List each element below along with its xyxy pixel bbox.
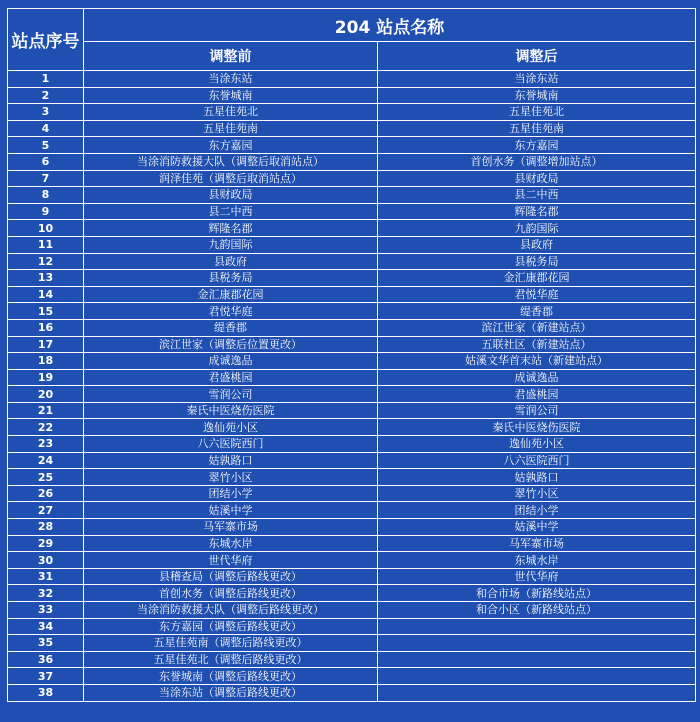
table-row xyxy=(8,187,696,204)
table-row xyxy=(8,635,696,652)
station-after-cell: 五星佳苑南 xyxy=(378,120,696,137)
table-header xyxy=(8,9,696,71)
station-before-cell: 润泽佳苑（调整后取消站点） xyxy=(84,170,378,187)
station-after-cell: 辉隆名郡 xyxy=(378,203,696,220)
station-after-cell: 和合市场（新路线站点） xyxy=(378,585,696,602)
station-number-cell: 25 xyxy=(8,469,84,486)
table-row xyxy=(8,485,696,502)
table-row xyxy=(8,402,696,419)
station-after-cell: 和合小区（新路线站点） xyxy=(378,602,696,619)
station-before-cell: 县税务局 xyxy=(84,270,378,287)
station-before-cell: 世代华府 xyxy=(84,552,378,569)
table-row xyxy=(8,519,696,536)
station-before-cell: 东誉城南（调整后路线更改） xyxy=(84,668,378,685)
station-after-cell: 五联社区（新建站点） xyxy=(378,336,696,353)
station-number-cell: 19 xyxy=(8,369,84,386)
station-number-cell: 7 xyxy=(8,170,84,187)
table-row xyxy=(8,87,696,104)
station-number-cell: 15 xyxy=(8,303,84,320)
station-after-cell: 雪润公司 xyxy=(378,402,696,419)
station-number-cell: 13 xyxy=(8,270,84,287)
seq-column-header: 站点序号 xyxy=(8,9,84,71)
station-after-cell: 金汇康郡花园 xyxy=(378,270,696,287)
table-row xyxy=(8,469,696,486)
station-before-cell: 雪润公司 xyxy=(84,386,378,403)
station-after-cell: 逸仙苑小区 xyxy=(378,436,696,453)
station-number-cell: 16 xyxy=(8,319,84,336)
station-after-cell xyxy=(378,684,696,701)
station-number-cell: 6 xyxy=(8,153,84,170)
station-number-cell: 22 xyxy=(8,419,84,436)
station-before-cell: 八六医院西门 xyxy=(84,436,378,453)
station-after-cell: 县税务局 xyxy=(378,253,696,270)
station-before-cell: 团结小学 xyxy=(84,485,378,502)
station-number-cell: 38 xyxy=(8,684,84,701)
station-after-cell: 县政府 xyxy=(378,236,696,253)
table-row xyxy=(8,203,696,220)
station-number-cell: 35 xyxy=(8,635,84,652)
station-after-cell: 东方嘉园 xyxy=(378,137,696,154)
station-before-cell: 金汇康郡花园 xyxy=(84,286,378,303)
station-number-cell: 36 xyxy=(8,651,84,668)
station-after-cell: 马军寨市场 xyxy=(378,535,696,552)
station-after-cell: 翠竹小区 xyxy=(378,485,696,502)
station-after-cell: 姑溪中学 xyxy=(378,519,696,536)
table-row xyxy=(8,153,696,170)
station-before-cell: 五星佳苑北（调整后路线更改） xyxy=(84,651,378,668)
station-before-cell: 县稽查局（调整后路线更改） xyxy=(84,568,378,585)
station-before-cell: 马军寨市场 xyxy=(84,519,378,536)
station-number-cell: 3 xyxy=(8,104,84,121)
station-after-cell: 东誉城南 xyxy=(378,87,696,104)
station-before-cell: 当涂东站（调整后路线更改） xyxy=(84,684,378,701)
table-row xyxy=(8,170,696,187)
station-before-cell: 姑溪中学 xyxy=(84,502,378,519)
station-before-cell: 五星佳苑南 xyxy=(84,120,378,137)
station-number-cell: 5 xyxy=(8,137,84,154)
station-number-cell: 1 xyxy=(8,71,84,88)
station-after-cell: 君盛桃园 xyxy=(378,386,696,403)
station-before-cell: 首创水务（调整后路线更改） xyxy=(84,585,378,602)
table-row xyxy=(8,668,696,685)
table-row xyxy=(8,353,696,370)
station-before-cell: 翠竹小区 xyxy=(84,469,378,486)
station-table xyxy=(7,8,696,702)
table-title: 204 站点名称 xyxy=(84,9,696,42)
table-body xyxy=(8,71,696,702)
table-row xyxy=(8,220,696,237)
table-row xyxy=(8,319,696,336)
station-before-cell: 九韵国际 xyxy=(84,236,378,253)
station-number-cell: 18 xyxy=(8,353,84,370)
table-row xyxy=(8,452,696,469)
before-column-header: 调整前 xyxy=(84,42,378,71)
station-before-cell: 辉隆名郡 xyxy=(84,220,378,237)
table-row xyxy=(8,684,696,701)
station-before-cell: 县二中西 xyxy=(84,203,378,220)
table-row xyxy=(8,369,696,386)
station-before-cell: 东方嘉园 xyxy=(84,137,378,154)
station-table-container xyxy=(7,8,695,717)
station-number-cell: 8 xyxy=(8,187,84,204)
station-number-cell: 23 xyxy=(8,436,84,453)
station-number-cell: 33 xyxy=(8,602,84,619)
station-before-cell: 滨江世家（调整后位置更改） xyxy=(84,336,378,353)
station-after-cell xyxy=(378,668,696,685)
station-before-cell: 东方嘉园（调整后路线更改） xyxy=(84,618,378,635)
station-after-cell xyxy=(378,618,696,635)
station-after-cell xyxy=(378,651,696,668)
station-before-cell: 县政府 xyxy=(84,253,378,270)
station-number-cell: 17 xyxy=(8,336,84,353)
table-row xyxy=(8,618,696,635)
station-after-cell: 姑溪文华首末站（新建站点） xyxy=(378,353,696,370)
station-after-cell: 团结小学 xyxy=(378,502,696,519)
station-number-cell: 14 xyxy=(8,286,84,303)
table-row xyxy=(8,336,696,353)
station-number-cell: 37 xyxy=(8,668,84,685)
station-after-cell: 秦氏中医烧伤医院 xyxy=(378,419,696,436)
station-after-cell: 八六医院西门 xyxy=(378,452,696,469)
station-before-cell: 五星佳苑南（调整后路线更改） xyxy=(84,635,378,652)
table-row xyxy=(8,602,696,619)
station-after-cell xyxy=(378,635,696,652)
station-before-cell: 逸仙苑小区 xyxy=(84,419,378,436)
station-number-cell: 10 xyxy=(8,220,84,237)
station-after-cell: 成诚逸品 xyxy=(378,369,696,386)
station-number-cell: 32 xyxy=(8,585,84,602)
station-number-cell: 2 xyxy=(8,87,84,104)
station-number-cell: 30 xyxy=(8,552,84,569)
station-number-cell: 12 xyxy=(8,253,84,270)
table-row xyxy=(8,535,696,552)
station-before-cell: 县财政局 xyxy=(84,187,378,204)
table-row xyxy=(8,253,696,270)
table-row xyxy=(8,120,696,137)
station-before-cell: 当涂消防救援大队（调整后取消站点） xyxy=(84,153,378,170)
table-row xyxy=(8,270,696,287)
station-before-cell: 当涂消防救援大队（调整后路线更改） xyxy=(84,602,378,619)
station-number-cell: 4 xyxy=(8,120,84,137)
station-before-cell: 成诚逸品 xyxy=(84,353,378,370)
station-after-cell: 东城水岸 xyxy=(378,552,696,569)
station-number-cell: 11 xyxy=(8,236,84,253)
station-before-cell: 当涂东站 xyxy=(84,71,378,88)
table-row xyxy=(8,552,696,569)
station-before-cell: 秦氏中医烧伤医院 xyxy=(84,402,378,419)
station-number-cell: 27 xyxy=(8,502,84,519)
station-number-cell: 21 xyxy=(8,402,84,419)
station-after-cell: 首创水务（调整增加站点） xyxy=(378,153,696,170)
station-after-cell: 滨江世家（新建站点） xyxy=(378,319,696,336)
station-after-cell: 县二中西 xyxy=(378,187,696,204)
station-after-cell: 姑孰路口 xyxy=(378,469,696,486)
station-after-cell: 世代华府 xyxy=(378,568,696,585)
station-before-cell: 君悦华庭 xyxy=(84,303,378,320)
after-column-header: 调整后 xyxy=(378,42,696,71)
station-number-cell: 24 xyxy=(8,452,84,469)
table-row xyxy=(8,236,696,253)
station-number-cell: 29 xyxy=(8,535,84,552)
station-number-cell: 31 xyxy=(8,568,84,585)
table-row xyxy=(8,651,696,668)
station-number-cell: 20 xyxy=(8,386,84,403)
station-after-cell: 九韵国际 xyxy=(378,220,696,237)
station-after-cell: 五星佳苑北 xyxy=(378,104,696,121)
table-row xyxy=(8,71,696,88)
station-before-cell: 君盛桃园 xyxy=(84,369,378,386)
table-row xyxy=(8,303,696,320)
station-after-cell: 当涂东站 xyxy=(378,71,696,88)
station-before-cell: 缇香郡 xyxy=(84,319,378,336)
station-number-cell: 26 xyxy=(8,485,84,502)
table-row xyxy=(8,286,696,303)
table-row xyxy=(8,386,696,403)
table-row xyxy=(8,502,696,519)
table-row xyxy=(8,104,696,121)
table-row xyxy=(8,419,696,436)
table-row xyxy=(8,568,696,585)
table-row xyxy=(8,137,696,154)
table-row xyxy=(8,585,696,602)
station-before-cell: 东誉城南 xyxy=(84,87,378,104)
station-after-cell: 县财政局 xyxy=(378,170,696,187)
station-before-cell: 姑孰路口 xyxy=(84,452,378,469)
station-before-cell: 东城水岸 xyxy=(84,535,378,552)
station-number-cell: 28 xyxy=(8,519,84,536)
station-before-cell: 五星佳苑北 xyxy=(84,104,378,121)
table-row xyxy=(8,436,696,453)
station-after-cell: 君悦华庭 xyxy=(378,286,696,303)
station-number-cell: 9 xyxy=(8,203,84,220)
station-after-cell: 缇香郡 xyxy=(378,303,696,320)
station-number-cell: 34 xyxy=(8,618,84,635)
